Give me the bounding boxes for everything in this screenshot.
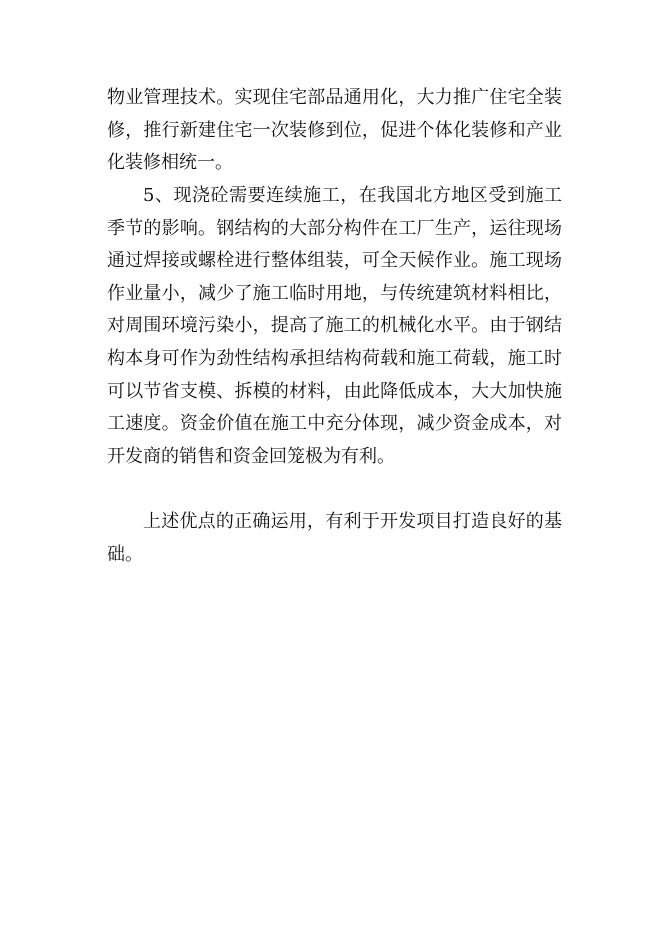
text-line: 作业量小，减少了施工临时用地，与传统建筑材料相比， bbox=[107, 282, 562, 304]
paragraph-point-5 bbox=[107, 180, 562, 473]
text-line: 可以节省支模、拆模的材料，由此降低成本，大大加快施 bbox=[107, 380, 562, 402]
text-line: 通过焊接或螺栓进行整体组装，可全天候作业。施工现场 bbox=[107, 250, 562, 272]
text-line: 化装修相统一。 bbox=[107, 152, 233, 174]
text-line: 开发商的销售和资金回笼极为有利。 bbox=[107, 445, 395, 467]
text-line: 工速度。资金价值在施工中充分体现，减少资金成本，对 bbox=[107, 413, 562, 435]
text-line: 季节的影响。钢结构的大部分构件在工厂生产，运往现场 bbox=[107, 217, 562, 239]
paragraph-conclusion bbox=[107, 506, 562, 571]
text-line: 础。 bbox=[107, 543, 143, 565]
text-line: 上述优点的正确运用，有利于开发项目打造良好的基 bbox=[143, 511, 562, 532]
text-line: 5、现浇砼需要连续施工，在我国北方地区受到施工 bbox=[143, 185, 562, 206]
text-line: 物业管理技术。实现住宅部品通用化，大力推广住宅全装 bbox=[107, 87, 562, 108]
paragraph-continuation bbox=[107, 82, 562, 180]
text-line: 对周围环境污染小，提高了施工的机械化水平。由于钢结 bbox=[107, 315, 562, 337]
text-line: 修，推行新建住宅一次装修到位，促进个体化装修和产业 bbox=[107, 119, 562, 141]
text-line: 构本身可作为劲性结构承担结构荷载和施工荷载，施工时 bbox=[107, 347, 562, 369]
